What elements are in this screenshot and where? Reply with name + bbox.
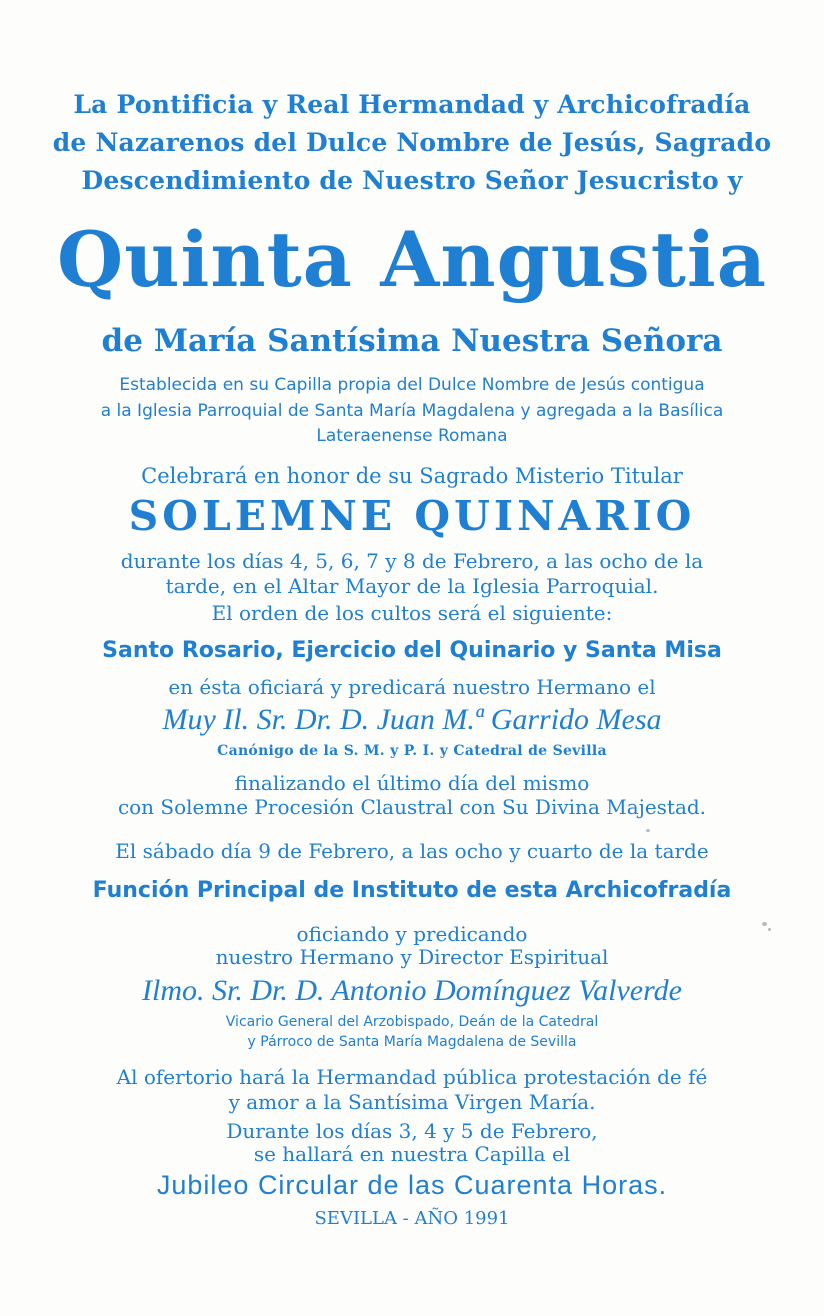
- sabado-line: El sábado día 9 de Febrero, a las ocho y cuarto de la tarde: [115, 839, 709, 863]
- finalizando-line-1: finalizando el último día del mismo: [234, 771, 590, 795]
- orden-line: El orden de los cultos será el siguiente:: [211, 601, 613, 625]
- celebrara-line: Celebrará en honor de su Sagrado Misterio Titular: [141, 464, 683, 488]
- cultos-line: Santo Rosario, Ejercicio del Quinario y Santa Misa: [102, 638, 722, 663]
- preacher-2-name: Ilmo. Sr. Dr. D. Antonio Domínguez Valverde: [142, 974, 682, 1007]
- jubileo-intro-line-2: se hallará en nuestra Capilla el: [253, 1142, 571, 1166]
- established-line-1: Establecida en su Capilla propia del Dulce Nombre de Jesús contigua: [119, 375, 705, 395]
- established-line-3: Lateraenense Romana: [316, 426, 508, 446]
- paper-speck: [646, 829, 650, 832]
- preacher-2-title-2: y Párroco de Santa María Magdalena de Sevilla: [247, 1034, 577, 1050]
- established-line-2: a la Iglesia Parroquial de Santa María Magdalena y agregada a la Basílica: [100, 401, 724, 421]
- heading-line-1: La Pontificia y Real Hermandad y Archicofradía: [73, 90, 751, 119]
- jubileo-heading: Jubileo Circular de las Cuarenta Horas.: [156, 1170, 668, 1200]
- ofertorio-line-1: Al ofertorio hará la Hermandad pública protestación de fé: [116, 1065, 708, 1089]
- jubileo-intro-line-1: Durante los días 3, 4 y 5 de Febrero,: [226, 1119, 598, 1143]
- preacher-1-name: Muy Il. Sr. Dr. D. Juan M.ª Garrido Mesa: [162, 703, 662, 736]
- preacher-1-title: Canónigo de la S. M. y P. I. y Catedral de Sevilla: [217, 743, 607, 759]
- oficiando-line-2: nuestro Hermano y Director Espiritual: [215, 945, 609, 969]
- footer-city-year: SEVILLA - AÑO 1991: [314, 1208, 510, 1229]
- preacher-2-title-1: Vicario General del Arzobispado, Deán de la Catedral: [225, 1014, 599, 1030]
- subtitle: de María Santísima Nuestra Señora: [101, 323, 723, 359]
- ofertorio-line-2: y amor a la Santísima Virgen María.: [228, 1090, 596, 1114]
- funcion-line: Función Principal de Instituto de esta Archicofradía: [92, 878, 732, 903]
- oficiara-line: en ésta oficiará y predicará nuestro Hermano el: [168, 675, 656, 699]
- dates-line-2: tarde, en el Altar Mayor de la Iglesia Parroquial.: [165, 574, 659, 598]
- paper-speck: [768, 928, 771, 931]
- paper-speck: [762, 922, 767, 926]
- oficiando-line-1: oficiando y predicando: [296, 922, 528, 946]
- quinario-heading: SOLEMNE QUINARIO: [128, 492, 696, 540]
- dates-line-1: durante los días 4, 5, 6, 7 y 8 de Febrero, a las ocho de la: [120, 549, 704, 573]
- heading-line-3: Descendimiento de Nuestro Señor Jesucristo y: [81, 166, 743, 195]
- finalizando-line-2: con Solemne Procesión Claustral con Su Divina Majestad.: [117, 795, 707, 819]
- heading-line-2: de Nazarenos del Dulce Nombre de Jesús, Sagrado: [52, 128, 772, 157]
- main-title: Quinta Angustia: [56, 215, 768, 304]
